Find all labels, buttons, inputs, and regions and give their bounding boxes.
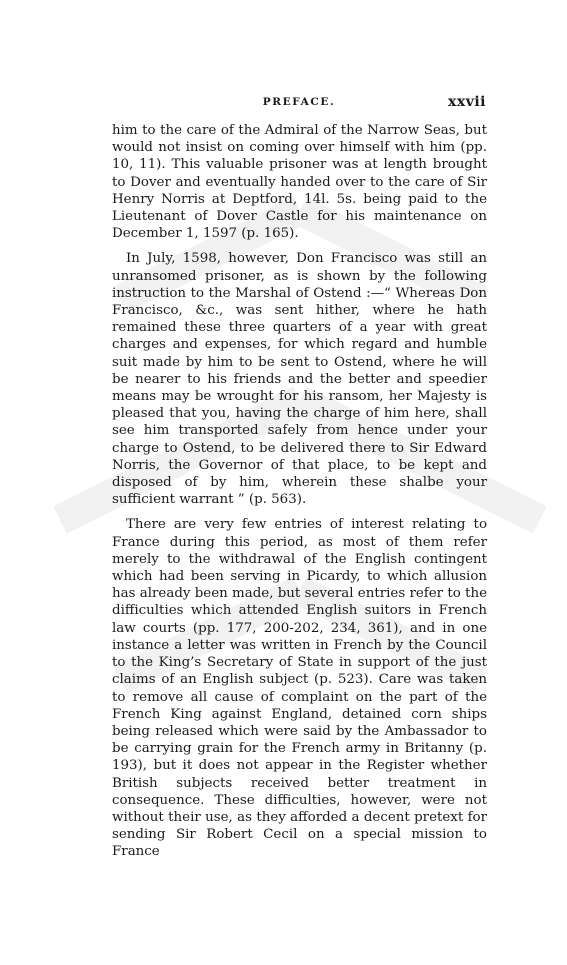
- running-head: PREFACE.: [262, 96, 336, 108]
- page-number: xxvii: [448, 94, 486, 110]
- body-text: [112, 122, 487, 869]
- paragraph-3: There are very few entries of interest relating to France during this period, as most of them refer merely to the withdrawal of the English contingent which had been serving in Picardy, to which allusion has already been made, but several entries refer to the difficulties which attended English suitors in French law courts (pp. 177, 200-202, 234, 361), and in one instance a letter was written in French by the Council to the King’s Secretary of State in support of the just claims of an English subject (p. 523). Care was taken to remove all cause of complaint on the part of the French King against England, detained corn ships being released which were said by the Ambassador to be carrying grain for the French army in Britanny (p. 193), but it does not appear in the Register whether British subjects received better treatment in consequence. These difficulties, however, were not without their use, as they afforded a decent pretext for sending Sir Robert Cecil on a special mission to France: [112, 517, 487, 860]
- page-header: [112, 94, 486, 112]
- paragraph-2: In July, 1598, however, Don Francisco was still an unransomed prisoner, as is shown by the following instruction to the Marshal of Ostend :—“ Whereas Don Francisco, &c., was sent hither, where he hath remained these three quarters of a year with great charges and expenses, for which regard and humble suit made by him to be sent to Ostend, where he will be nearer to his friends and the better and speedier means may be wrought for his ransom, her Majesty is pleased that you, having the charge of him here, shall see him transported safely from hence under your charge to Ostend, to be delivered there to Sir Edward Norris, the Governor of that place, to be kept and disposed of by him, wherein these shalbe your sufficient warrant ” (p. 563).: [112, 251, 487, 508]
- paragraph-1: him to the care of the Admiral of the Narrow Seas, but would not insist on coming over himself with him (pp. 10, 11). This valuable prisoner was at length brought to Dover and eventually handed over to the care of Sir Henry Norris at Deptford, 14l. 5s. being paid to the Lieutenant of Dover Castle for his maintenance on December 1, 1597 (p. 165).: [112, 123, 487, 242]
